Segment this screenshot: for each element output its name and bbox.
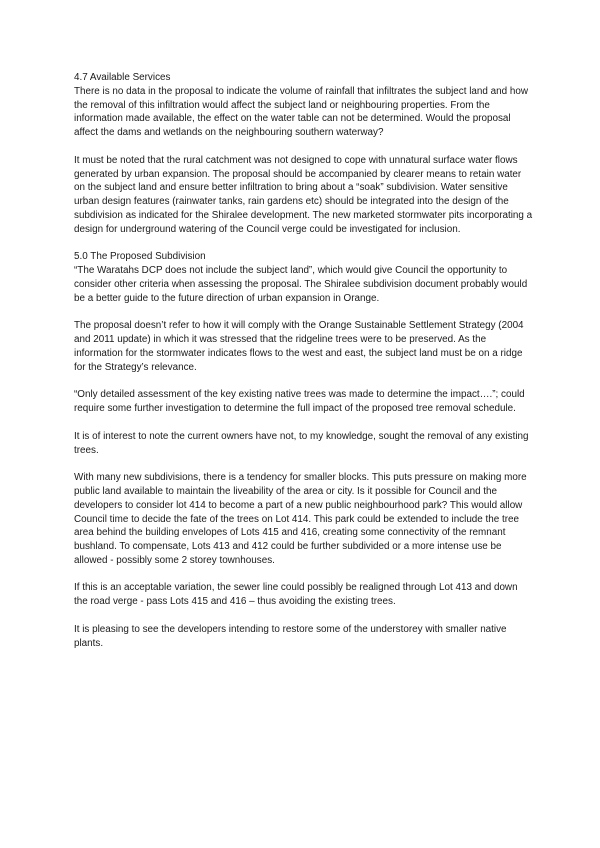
section-heading-available-services: 4.7 Available Services	[74, 72, 171, 83]
section-heading-proposed-subdivision: 5.0 The Proposed Subdivision	[74, 251, 206, 263]
paragraph-understorey: It is pleasing to see the developers intending to restore some of the understorey with smaller native plants.	[74, 623, 507, 649]
paragraph-waratahs-dcp: “The Waratahs DCP does not include the subject land”, which would give Council the opportunity to consider other criteria when assessing the proposal. The Shiralee subdivision document probably would be a better guide to the future direction of urban expansion in Orange.	[74, 265, 528, 304]
paragraph-rural-catchment: It must be noted that the rural catchment was not designed to cope with unnatural surface water flows generated by urban expansion. The proposal should be accompanied by clearer means to retain water on the subject land and ensure better infiltration to bring about a “soak” subdivision. Water sensitive urban design features (rainwater tanks, rain gardens etc) should be integrated into the design of the subdivision as indicated for the Shiralee development. The new marketed stormwater pits incorporating a design for underground watering of the Council verge could be investigated for inclusion.	[74, 154, 533, 235]
paragraph-settlement-strategy: The proposal doesn’t refer to how it will comply with the Orange Sustainable Settlement Strategy (2004 and 2011 update) in which it was stressed that the ridgeline trees were to be preserved. As the information for the stormwater indicates flows to the west and east, the subject land must be on a ridge for the Strategy’s relevance.	[74, 320, 524, 373]
paragraph-sewer-line: If this is an acceptable variation, the sewer line could possibly be realigned through Lot 413 and down the road verge - pass Lots 415 and 416 – thus avoiding the existing trees.	[74, 582, 518, 608]
paragraph-smaller-blocks: With many new subdivisions, there is a tendency for smaller blocks. This puts pressure on making more public land available to maintain the liveability of the area or city. Is it possible for Council and the developers to consider lot 414 to become a part of a new public neighbourhood park? This would allow Council time to decide the fate of the trees on Lot 414. This park could be extended to include the tree area behind the building envelopes of Lots 415 and 416, creating some connectivity of the remnant bushland. To compensate, Lots 413 and 412 could be further subdivided or a more intense use be allowed - possibly some 2 storey townhouses.	[74, 472, 527, 566]
document-body	[74, 71, 534, 664]
paragraph-native-trees-assessment: “Only detailed assessment of the key existing native trees was made to determine the impact….”; could require some further investigation to determine the full impact of the proposed tree removal schedule.	[74, 389, 525, 415]
paragraph-current-owners: It is of interest to note the current owners have not, to my knowledge, sought the removal of any existing trees.	[74, 430, 529, 456]
paragraph-rainfall-infiltration: There is no data in the proposal to indicate the volume of rainfall that infiltrates the subject land and how the removal of this infiltration would affect the subject land or neighbouring properties. From the information made available, the effect on the water table can not be determined. Would the proposal affect the dams and wetlands on the neighbouring southern waterway?	[74, 85, 528, 139]
